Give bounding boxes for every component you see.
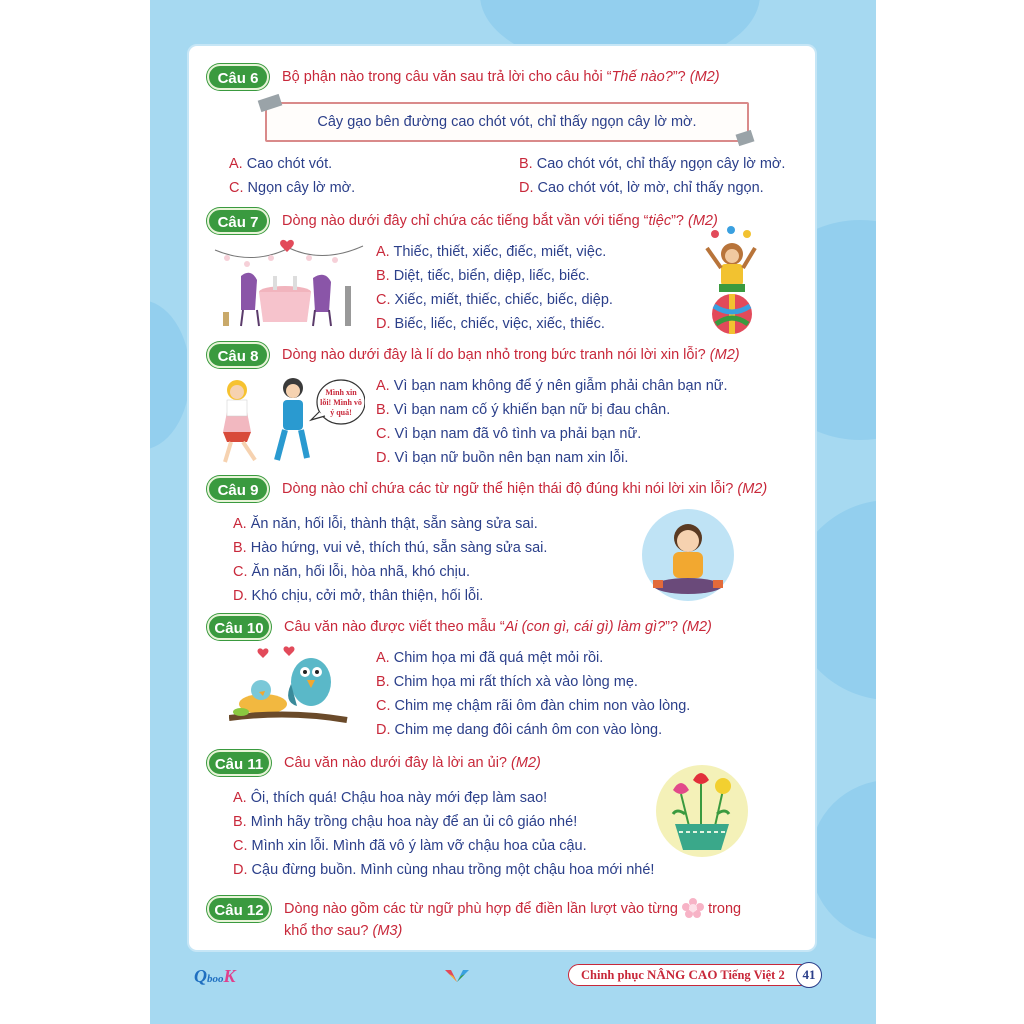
q9-option-d[interactable]: D. Khó chịu, cởi mở, thân thiện, hối lỗi. xyxy=(233,588,484,604)
page-number: 41 xyxy=(796,962,822,988)
party-table-illustration xyxy=(213,236,365,332)
q8-option-b[interactable]: B. Vì bạn nam cố ý khiến bạn nữ bị đau chân. xyxy=(376,402,671,418)
q6-option-c[interactable]: C. Ngọn cây lờ mờ. xyxy=(229,180,356,196)
q6-quote: Cây gạo bên đường cao chót vót, chỉ thấy ngọn cây lờ mờ. xyxy=(317,114,697,130)
q7-option-b[interactable]: B. Diệt, tiếc, biển, diệp, liếc, biếc. xyxy=(376,268,590,284)
q6-option-b[interactable]: B. Cao chót vót, chỉ thấy ngọn cây lờ mờ. xyxy=(519,156,786,172)
q12-prompt: Dòng nào gồm các từ ngữ phù hợp để điền lần lượt vào từng trong khổ thơ sau? (M3) xyxy=(284,898,804,942)
q9-option-c[interactable]: C. Ăn năn, hối lỗi, hòa nhã, khó chịu. xyxy=(233,564,470,580)
q10-option-b[interactable]: B. Chim họa mi rất thích xà vào lòng mẹ. xyxy=(376,674,638,690)
q11-option-d[interactable]: D. Cậu đừng buồn. Mình cùng nhau trồng một chậu hoa mới nhé! xyxy=(233,862,655,878)
q8-option-d[interactable]: D. Vì bạn nữ buồn nên bạn nam xin lỗi. xyxy=(376,450,629,466)
svg-text:Mình xin: Mình xin xyxy=(325,388,357,397)
q6-prompt: Bộ phận nào trong câu văn sau trả lời cho câu hỏi “Thế nào?”? (M2) xyxy=(282,69,720,85)
flower-pot-illustration xyxy=(655,764,749,858)
q11-option-c[interactable]: C. Mình xin lỗi. Mình đã vô ý làm vỡ chậu hoa của cậu. xyxy=(233,838,587,854)
q6-option-a[interactable]: A. Cao chót vót. xyxy=(229,156,333,172)
q11-badge: Câu 11 xyxy=(207,750,271,776)
bird-nest-illustration xyxy=(229,646,349,730)
q9-option-b[interactable]: B. Hào hứng, vui vẻ, thích thú, sẵn sàng sửa sai. xyxy=(233,540,548,556)
q7-option-c[interactable]: C. Xiếc, miết, thiếc, chiếc, biếc, diệp. xyxy=(376,292,613,308)
q6-badge: Câu 6 xyxy=(207,64,269,90)
q11-option-a[interactable]: A. Ôi, thích quá! Chậu hoa này mới đẹp làm sao! xyxy=(233,790,548,806)
q10-option-a[interactable]: A. Chim họa mi đã quá mệt mỏi rồi. xyxy=(376,650,604,666)
q7-prompt: Dòng nào dưới đây chỉ chứa các tiếng bắt vần với tiếng “tiệc”? (M2) xyxy=(282,213,718,229)
svg-text:ý quá!: ý quá! xyxy=(330,408,352,417)
decor-bubble xyxy=(150,300,190,450)
q8-option-c[interactable]: C. Vì bạn nam đã vô tình va phải bạn nữ. xyxy=(376,426,642,442)
q12-badge: Câu 12 xyxy=(207,896,271,922)
sad-boy-illustration xyxy=(641,508,735,602)
q9-badge: Câu 9 xyxy=(207,476,269,502)
q11-option-b[interactable]: B. Mình hãy trồng chậu hoa này để an ủi cô giáo nhé! xyxy=(233,814,578,830)
q6-quote-box xyxy=(265,102,749,142)
q8-prompt: Dòng nào dưới đây là lí do bạn nhỏ trong bức tranh nói lời xin lỗi? (M2) xyxy=(282,347,740,363)
q11-prompt: Câu văn nào dưới đây là lời an ủi? (M2) xyxy=(284,755,541,771)
flower-blank-icon xyxy=(682,898,704,918)
q8-option-a[interactable]: A. Vì bạn nam không để ý nên giẫm phải chân bạn nữ. xyxy=(376,378,728,394)
decor-bubble xyxy=(810,780,876,940)
boy-girl-illustration xyxy=(215,372,365,468)
q9-option-a[interactable]: A. Ăn năn, hối lỗi, thành thật, sẵn sàng sửa sai. xyxy=(233,516,538,532)
book-title: Chinh phục NÂNG CAO Tiếng Việt 2 xyxy=(568,964,820,986)
svg-text:lỗi! Mình vô: lỗi! Mình vô xyxy=(320,398,362,407)
content-card xyxy=(187,44,817,952)
q7-option-d[interactable]: D. Biếc, liếc, chiếc, việc, xiếc, thiếc. xyxy=(376,316,605,332)
q9-prompt: Dòng nào chỉ chứa các từ ngữ thể hiện thái độ đúng khi nói lời xin lỗi? (M2) xyxy=(282,481,768,497)
q10-badge: Câu 10 xyxy=(207,614,271,640)
q8-badge: Câu 8 xyxy=(207,342,269,368)
juggling-monkey-illustration xyxy=(697,226,767,336)
q6-option-d[interactable]: D. Cao chót vót, lờ mờ, chỉ thấy ngọn. xyxy=(519,180,764,196)
q10-option-c[interactable]: C. Chim mẹ chậm rãi ôm đàn chim non vào lòng. xyxy=(376,698,691,714)
q10-option-d[interactable]: D. Chim mẹ dang đôi cánh ôm con vào lòng. xyxy=(376,722,663,738)
q7-option-a[interactable]: A. Thiếc, thiết, xiếc, điếc, miết, việc. xyxy=(376,244,607,260)
publisher-logo: QbooK xyxy=(194,966,236,986)
q7-badge: Câu 7 xyxy=(207,208,269,234)
q10-prompt: Câu văn nào được viết theo mẫu “Ai (con gì, cái gì) làm gì?”? (M2) xyxy=(284,619,712,635)
wings-emblem-icon xyxy=(443,966,471,986)
